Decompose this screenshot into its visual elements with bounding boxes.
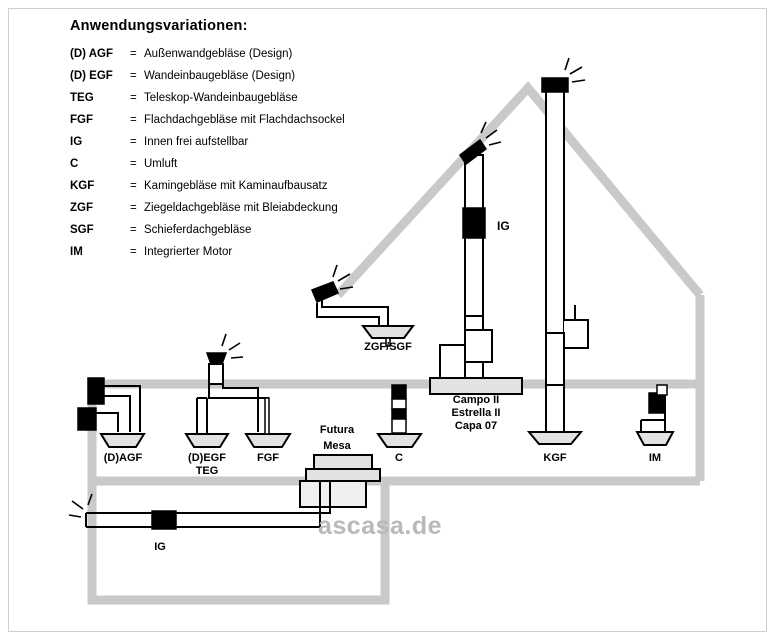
- legend-abbr-4: IG: [70, 136, 83, 148]
- legend-desc-0: Außenwandgebläse (Design): [144, 48, 293, 60]
- watermark: ascasa.de: [318, 512, 443, 540]
- legend-eq-9: =: [130, 246, 137, 258]
- legend-eq-8: =: [130, 224, 137, 236]
- label-d-agf: (D)AGF: [103, 452, 143, 464]
- unit-futura-mesa: [300, 455, 380, 507]
- unit-zgf-sgf: [312, 265, 413, 346]
- legend-abbr-2: TEG: [70, 92, 94, 104]
- label-zgf-sgf: ZGF/SGF: [364, 341, 412, 353]
- legend-eq-1: =: [130, 70, 137, 82]
- label-d-egf: (D)EGF: [188, 452, 226, 464]
- unit-ig-basement: [69, 481, 330, 529]
- legend-eq-5: =: [130, 158, 137, 170]
- label-kgf: KGF: [543, 452, 567, 464]
- legend-desc-7: Ziegeldachgebläse mit Bleiabdeckung: [144, 202, 338, 214]
- legend-eq-2: =: [130, 92, 137, 104]
- hood-model-line-2: Estrella II: [451, 407, 501, 419]
- hood-model-line-3: Capa 07: [454, 420, 498, 432]
- legend-title: Anwendungsvariationen:: [70, 18, 248, 34]
- legend-desc-8: Schieferdachgebläse: [144, 224, 252, 236]
- label-im: IM: [648, 452, 662, 464]
- legend-eq-7: =: [130, 202, 137, 214]
- legend-desc-6: Kamingebläse mit Kaminaufbausatz: [144, 180, 328, 192]
- legend-desc-5: Umluft: [144, 158, 178, 170]
- unit-ig-roof: [440, 122, 510, 385]
- legend-abbr-5: C: [70, 158, 79, 170]
- legend-abbr-7: ZGF: [70, 202, 93, 214]
- unit-c: [378, 385, 421, 447]
- legend-abbr-0: (D) AGF: [70, 48, 114, 60]
- label-fgf: FGF: [257, 452, 279, 464]
- legend-eq-6: =: [130, 180, 137, 192]
- legend-eq-0: =: [130, 48, 137, 60]
- label-c: C: [395, 452, 403, 464]
- legend-desc-2: Teleskop-Wandeinbaugebläse: [144, 92, 298, 104]
- legend-desc-3: Flachdachgebläse mit Flachdachsockel: [144, 114, 345, 126]
- label-futura: Futura: [319, 424, 355, 436]
- legend-eq-4: =: [130, 136, 137, 148]
- legend-desc-9: Integrierter Motor: [144, 246, 233, 258]
- legend-abbr-3: FGF: [70, 114, 93, 126]
- legend-abbr-1: (D) EGF: [70, 70, 113, 82]
- unit-im: [637, 385, 673, 445]
- legend-abbr-6: KGF: [70, 180, 95, 192]
- unit-fgf: [246, 398, 290, 447]
- legend-abbr-8: SGF: [70, 224, 94, 236]
- legend-desc-1: Wandeinbaugebläse (Design): [144, 70, 296, 82]
- label-mesa: Mesa: [323, 440, 351, 452]
- unit-d-egf-teg: [186, 334, 268, 447]
- legend-eq-3: =: [130, 114, 137, 126]
- label-teg: TEG: [195, 465, 219, 477]
- legend-abbr-9: IM: [70, 246, 83, 258]
- legend-desc-4: Innen frei aufstellbar: [144, 136, 249, 148]
- hood-model-line-1: Campo II: [452, 394, 500, 406]
- label-ig-basement: IG: [154, 541, 166, 553]
- label-ig-roof: IG: [497, 219, 510, 233]
- kitchen-hood-island: [430, 378, 522, 394]
